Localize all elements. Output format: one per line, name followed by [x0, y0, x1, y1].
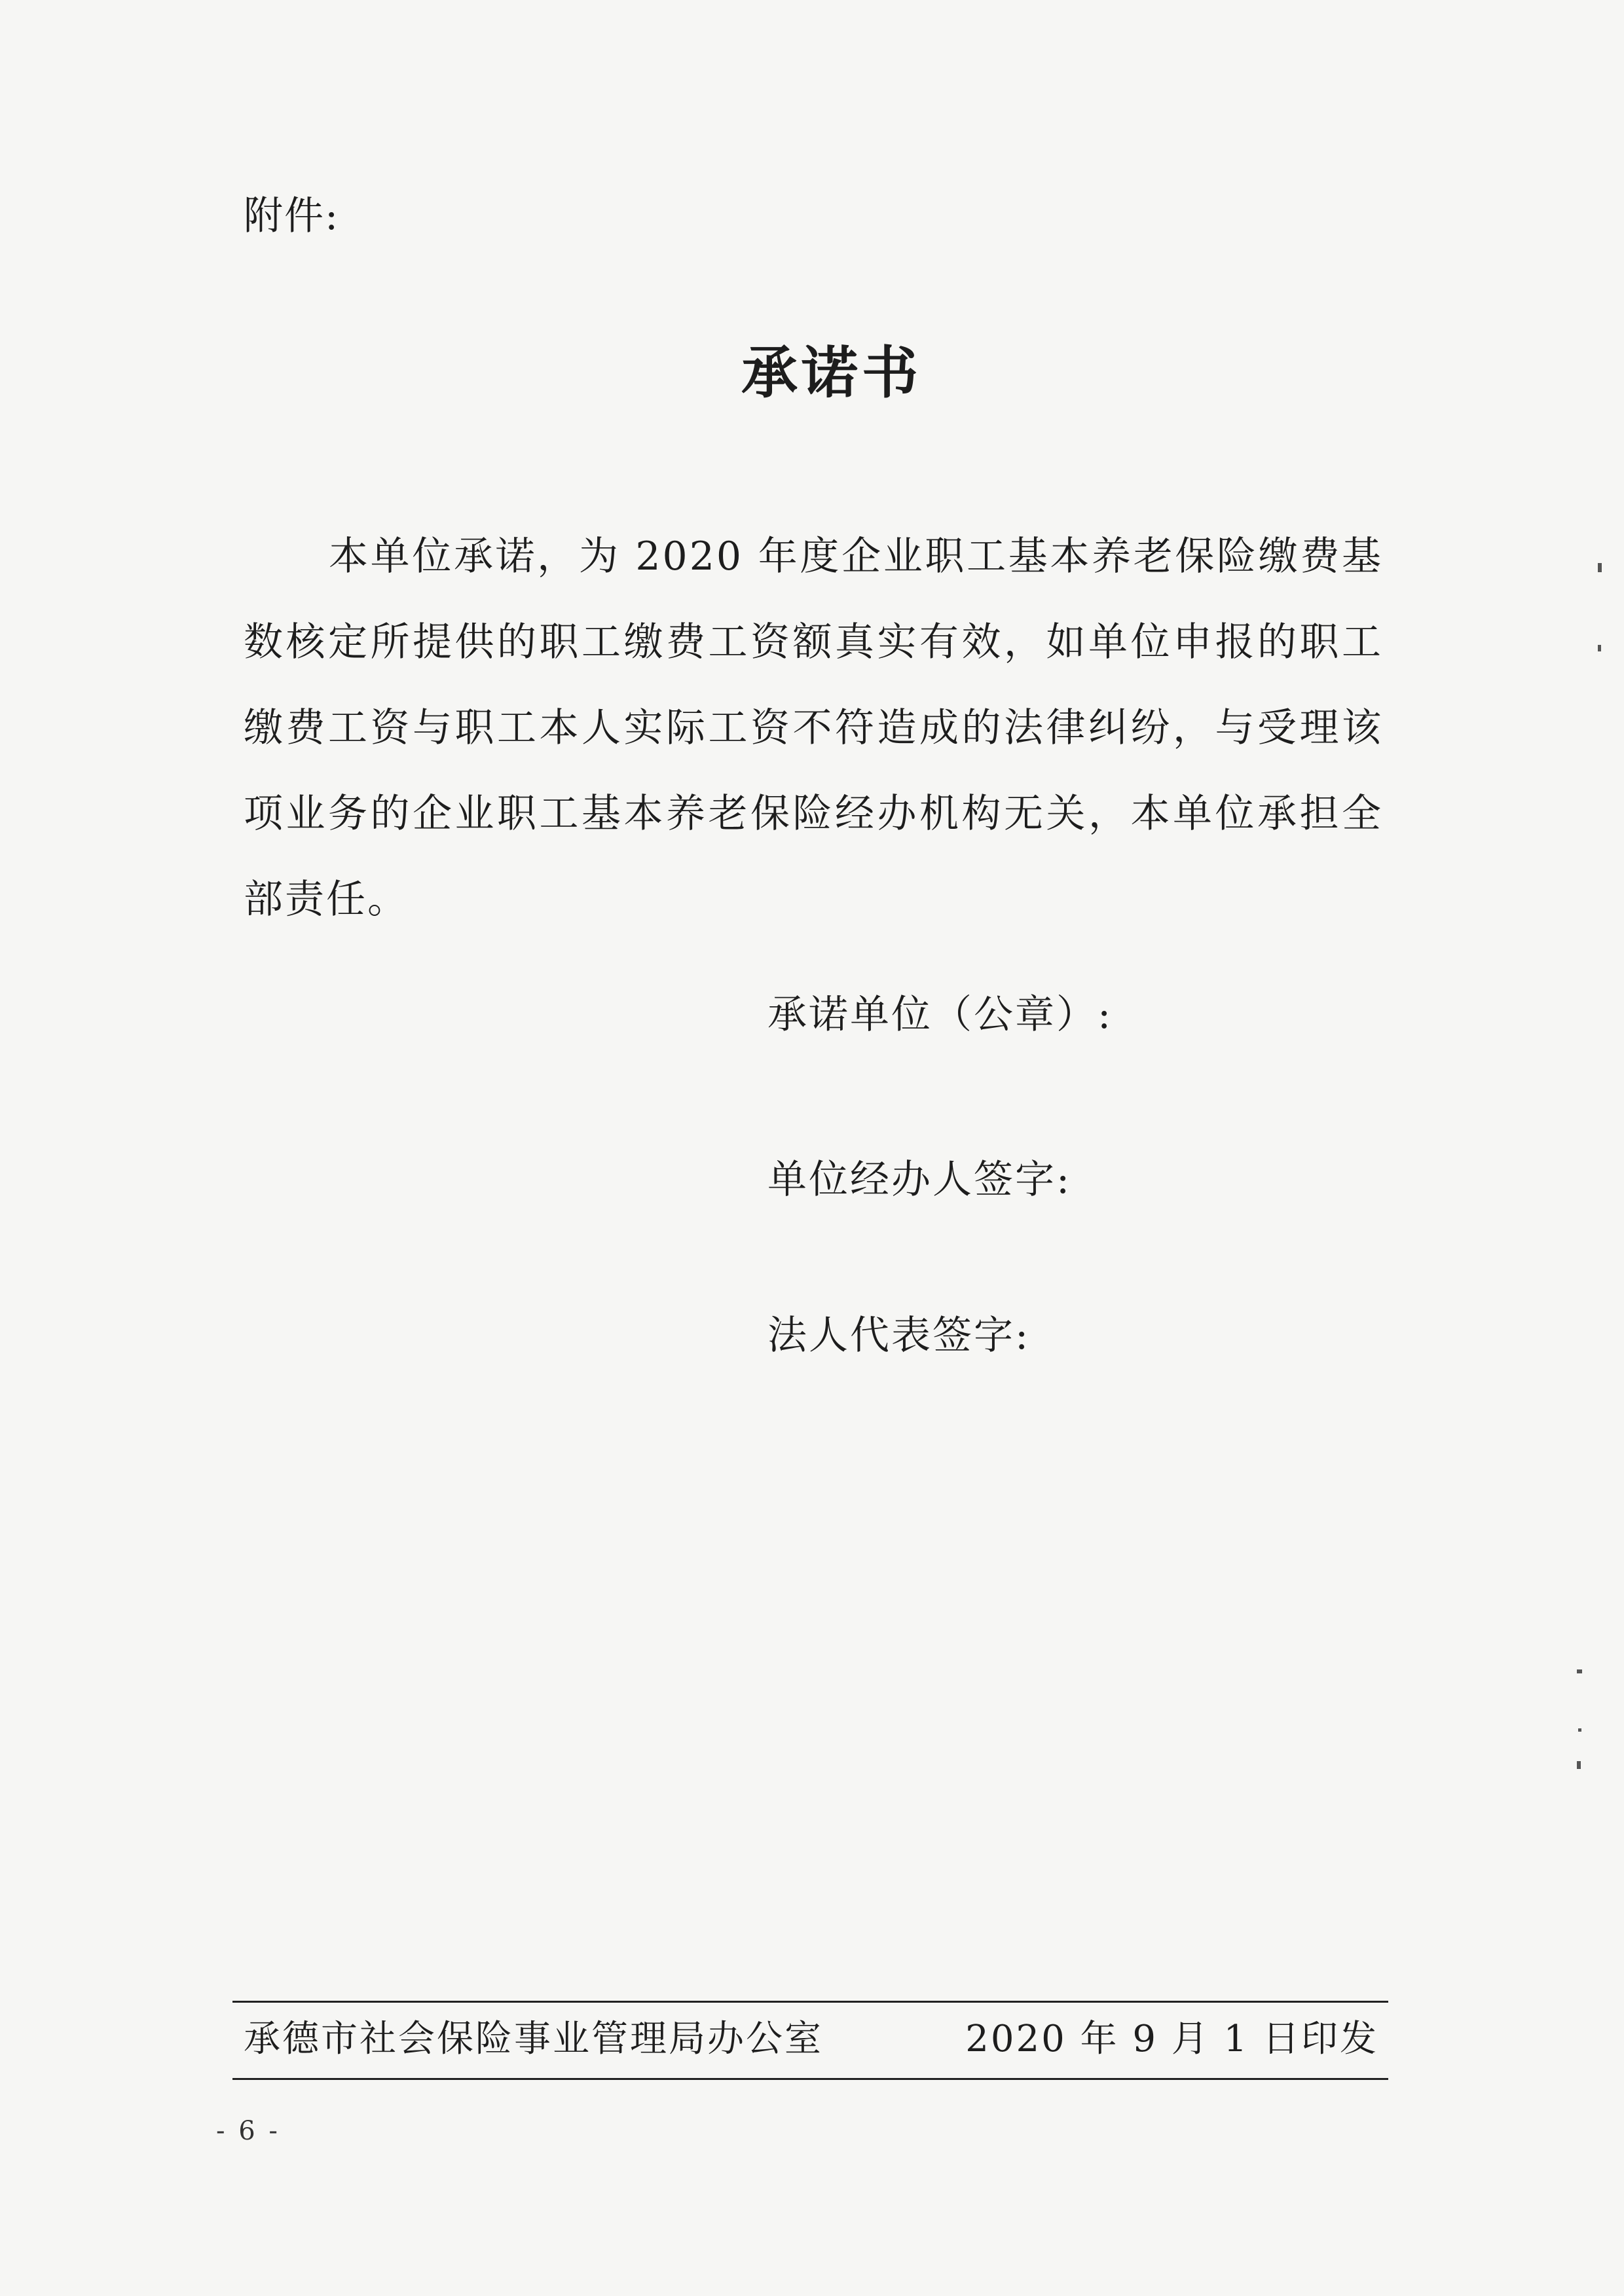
handler-signature-line: 单位经办人签字: — [767, 1157, 1072, 1203]
scan-speck — [1598, 645, 1601, 651]
scan-speck — [1598, 563, 1602, 572]
scan-speck — [1578, 1728, 1581, 1732]
unit-seal-line: 承诺单位（公章）: — [767, 992, 1113, 1038]
attachment-label: 附件: — [244, 193, 340, 239]
page-number: - 6 - — [216, 2116, 280, 2146]
document-title: 承诺书 — [741, 340, 922, 406]
issue-date: 2020 年 9 月 1 日印发 — [965, 2018, 1378, 2060]
issuing-office: 承德市社会保险事业管理局办公室 — [244, 2018, 823, 2060]
scan-speck — [1577, 1761, 1581, 1769]
scan-speck — [1577, 1669, 1582, 1673]
footer-bottom-rule — [232, 2078, 1388, 2080]
footer-top-rule — [232, 2001, 1388, 2003]
commitment-body: 本单位承诺，为 2020 年度企业职工基本养老保险缴费基数核定所提供的职工缴费工资额真实有效，如单位申报的职工缴费工资与职工本人实际工资不符造成的法律纠纷，与受理该项业务的企业职工基本养老保险经办机构无关，本单位承担全部责任。 — [244, 534, 1383, 922]
legal-rep-signature-line: 法人代表签字: — [767, 1313, 1031, 1358]
